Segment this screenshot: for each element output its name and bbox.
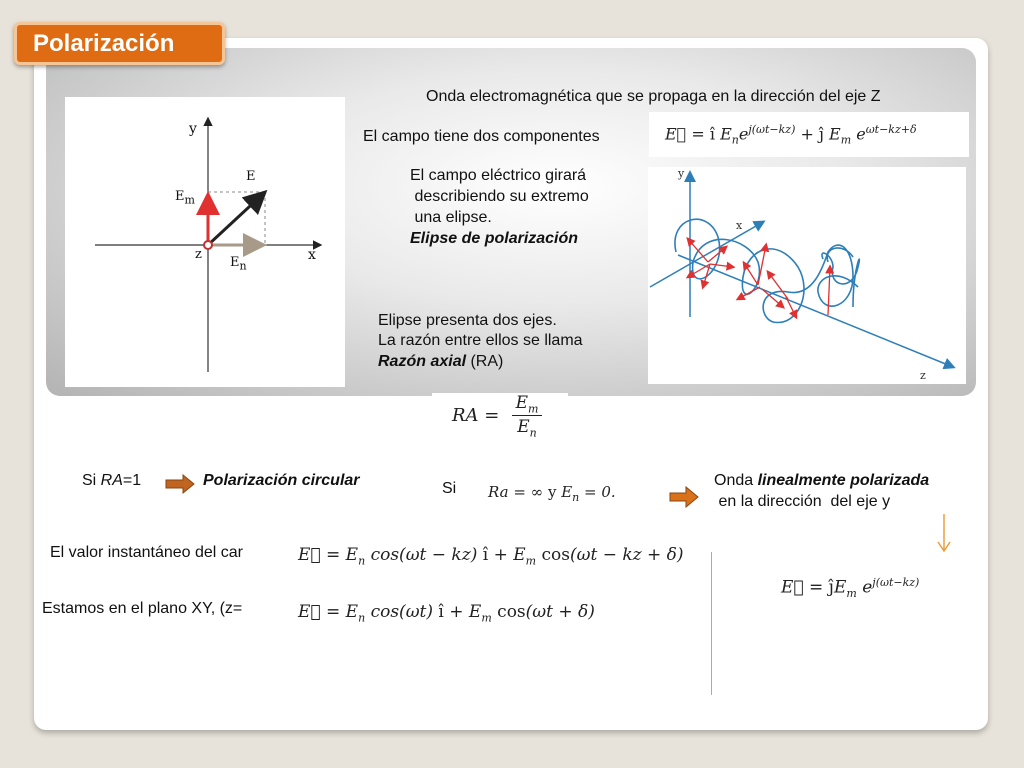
linear-condition: Ra = ∞ y $E_n = 0$. [488,483,616,504]
field-vector [710,264,733,267]
instant-label: El valor instantáneo del car [50,544,243,561]
plane-label: Estamos en el plano XY, (z= [42,600,243,617]
page-title: Polarización [14,22,225,65]
ra-denominator: $E_n$ [517,417,537,440]
field-vector [828,267,830,315]
linear-si: Si [442,480,457,497]
helix-curve [675,219,858,322]
divider-line [711,552,712,695]
linear-field-formula: E⃗ = $ĵE_m$ $e^{j(\omega t-kz)}$ [781,576,920,601]
rotation-line-4: Elipse de polarización [410,230,579,247]
origin-point [204,241,212,249]
field-vector [744,263,758,285]
x-label: x [308,247,316,263]
field-vector [786,297,796,317]
y-label: y [189,121,197,137]
rotation-line-1: El campo eléctrico girará [410,167,587,184]
en-label: $E_n$ [230,255,247,273]
plane-formula: E⃗ = $E_n$ cos(ωt) î + $E_m$ cos(ωt + δ) [298,602,595,625]
axes-line-1: Elipse presenta dos ejes. [378,312,557,329]
components-formula-box [649,112,969,157]
ra-formula-box [432,393,568,445]
linear-result-line-2: en la dirección del eje y [714,493,891,510]
wave-y-label: y [678,167,685,180]
field-vector [738,287,760,299]
down-arrow-icon [936,512,952,554]
rotation-line-3: una elipse. [410,209,492,226]
vector-diagram-svg [65,97,345,387]
wave-x-label: x [736,219,743,232]
circular-result: Polarización circular [203,472,360,489]
fraction-bar [512,415,542,416]
intro-line: Onda electromagnética que se propaga en la dirección del eje Z [426,88,881,105]
axes-line-3: Razón axial (RA) [378,353,504,370]
circular-arrow-icon [165,474,195,494]
z-label: z [195,247,202,262]
wave-z-axis [678,255,953,367]
wave-diagram-svg [648,167,966,384]
wave-z-label: z [920,369,926,382]
ra-lhs: RA = [452,405,500,426]
e-label: E [246,169,256,184]
wave-diagram [648,167,966,384]
components-formula: E⃗ = î $E_ne^{j(\omega t-kz)}$ + ĵ $E_m$ $e^{\omega t-kz+\delta}$ [665,122,917,147]
instant-formula: E⃗ = $E_n$ cos(ωt − kz) î + $E_m$ cos(ωt − kz + δ) [298,545,684,568]
axes-line-2: La razón entre ellos se llama [378,332,583,349]
linear-arrow-icon [669,486,699,508]
vector-diagram [65,97,345,387]
ra-numerator: $E_m$ [515,393,539,416]
components-label: El campo tiene dos componentes [363,128,600,145]
e-vector [208,194,263,245]
linear-result: Onda linealmente polarizada [714,472,930,489]
rotation-line-2: describiendo su extremo [410,188,589,205]
circular-condition: Si RA=1 [82,472,142,489]
em-label: $E_m$ [175,189,195,207]
